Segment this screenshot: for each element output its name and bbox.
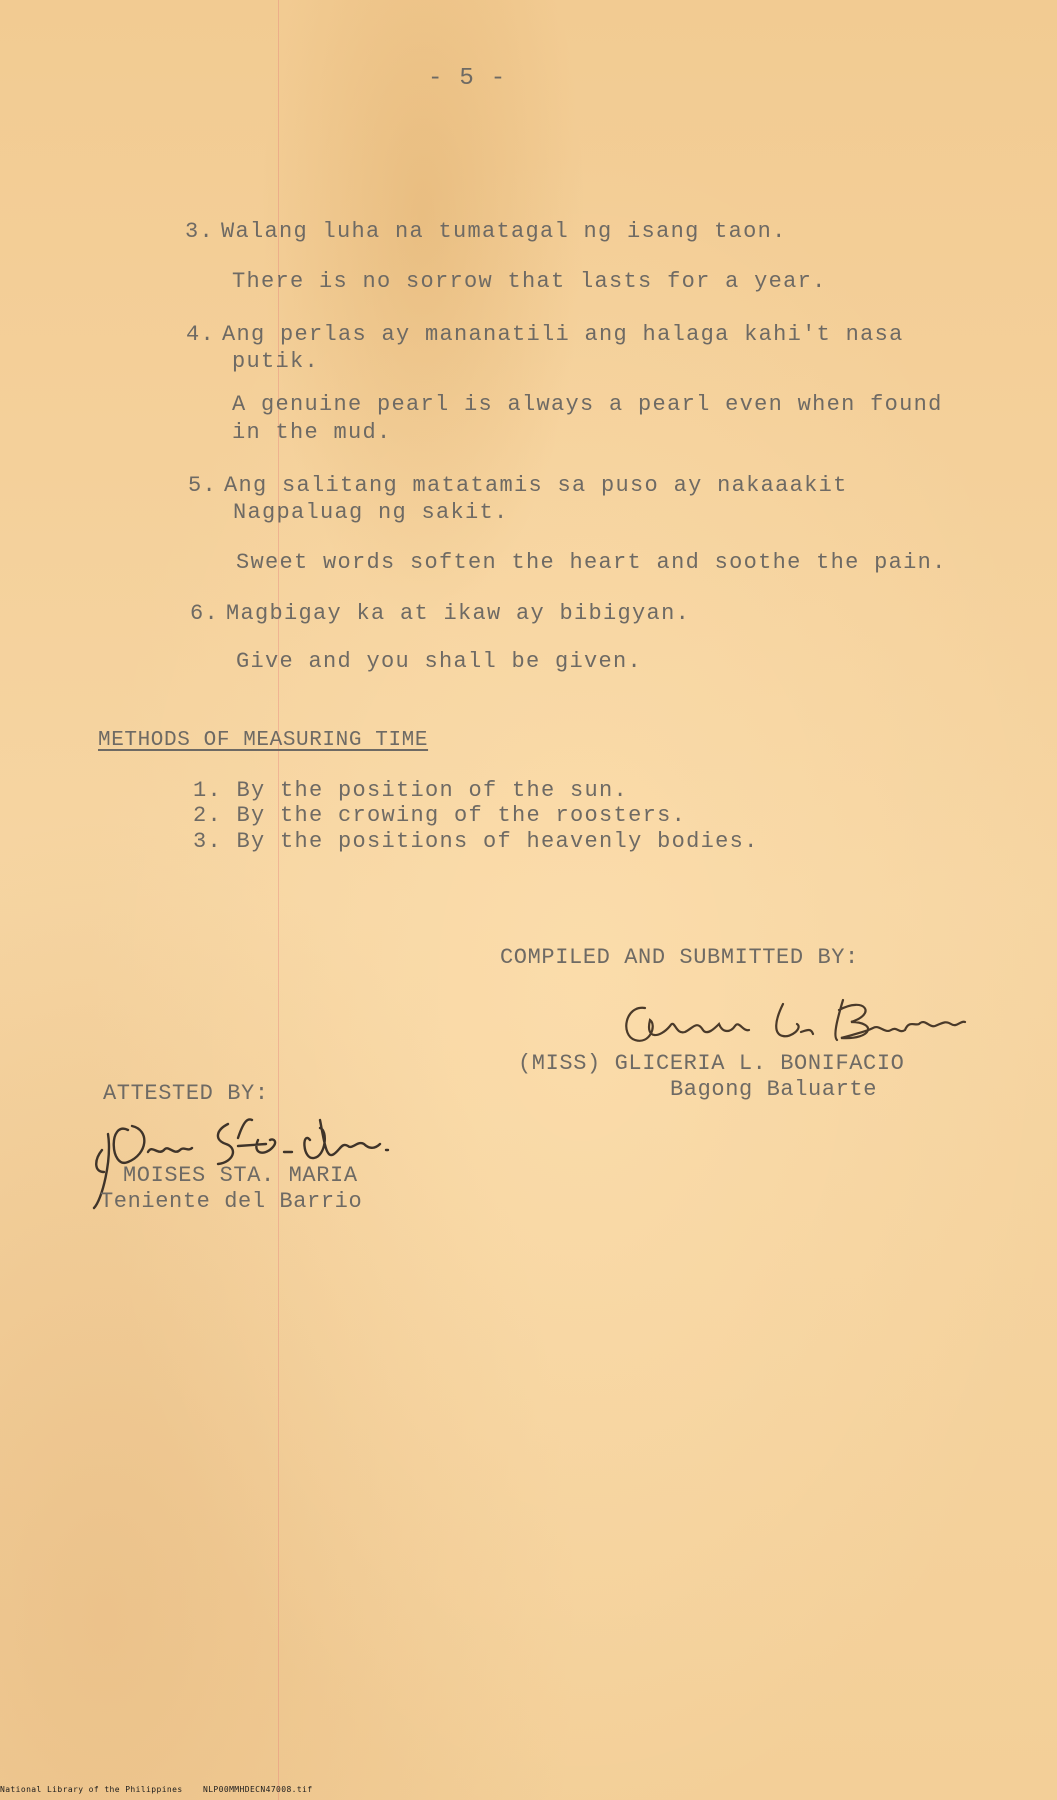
proverb-5-english-line-1: Sweet words soften the heart and soothe the pain. <box>236 550 947 575</box>
footer-file-id: NLP00MMHDECN47008.tif <box>203 1785 313 1794</box>
proverb-4-english-line-2: in the mud. <box>232 420 392 445</box>
proverb-3-tagalog-line-1: 3. Walang luha na tumatagal ng isang taon. <box>185 219 787 244</box>
footer-library: National Library of the Philippines <box>0 1785 183 1794</box>
attester-title: Teniente del Barrio <box>100 1189 363 1214</box>
proverb-5-tagalog-line-2: Nagpaluag ng sakit. <box>233 500 509 525</box>
compiled-by-label: COMPILED AND SUBMITTED BY: <box>500 945 859 970</box>
methods-heading: METHODS OF MEASURING TIME <box>98 729 429 752</box>
proverb-6-tagalog-line-1: 6. Magbigay ka at ikaw ay bibigyan. <box>190 601 691 626</box>
compiler-name: (MISS) GLICERIA L. BONIFACIO <box>518 1051 905 1076</box>
page-number: - 5 - <box>428 65 507 92</box>
proverb-4-tagalog-line-2: putik. <box>232 349 320 374</box>
proverb-5-tagalog-line-1: 5. Ang salitang matatamis sa puso ay nakaaakit <box>188 473 848 498</box>
signature-gliceria <box>615 990 985 1060</box>
attested-by-label: ATTESTED BY: <box>103 1081 269 1106</box>
method-item-2: 2. By the crowing of the roosters. <box>193 803 687 828</box>
attester-name: MOISES STA. MARIA <box>123 1163 358 1188</box>
proverb-3-english-line-1: There is no sorrow that lasts for a year. <box>232 269 827 294</box>
proverb-4-english-line-1: A genuine pearl is always a pearl even when found <box>232 392 943 417</box>
method-item-1: 1. By the position of the sun. <box>193 778 629 803</box>
proverb-6-english-line-1: Give and you shall be given. <box>236 649 643 674</box>
proverb-4-tagalog-line-1: 4. Ang perlas ay mananatili ang halaga kahi't nasa <box>186 322 904 347</box>
method-item-3: 3. By the positions of heavenly bodies. <box>193 829 759 854</box>
compiler-place: Bagong Baluarte <box>670 1077 878 1102</box>
